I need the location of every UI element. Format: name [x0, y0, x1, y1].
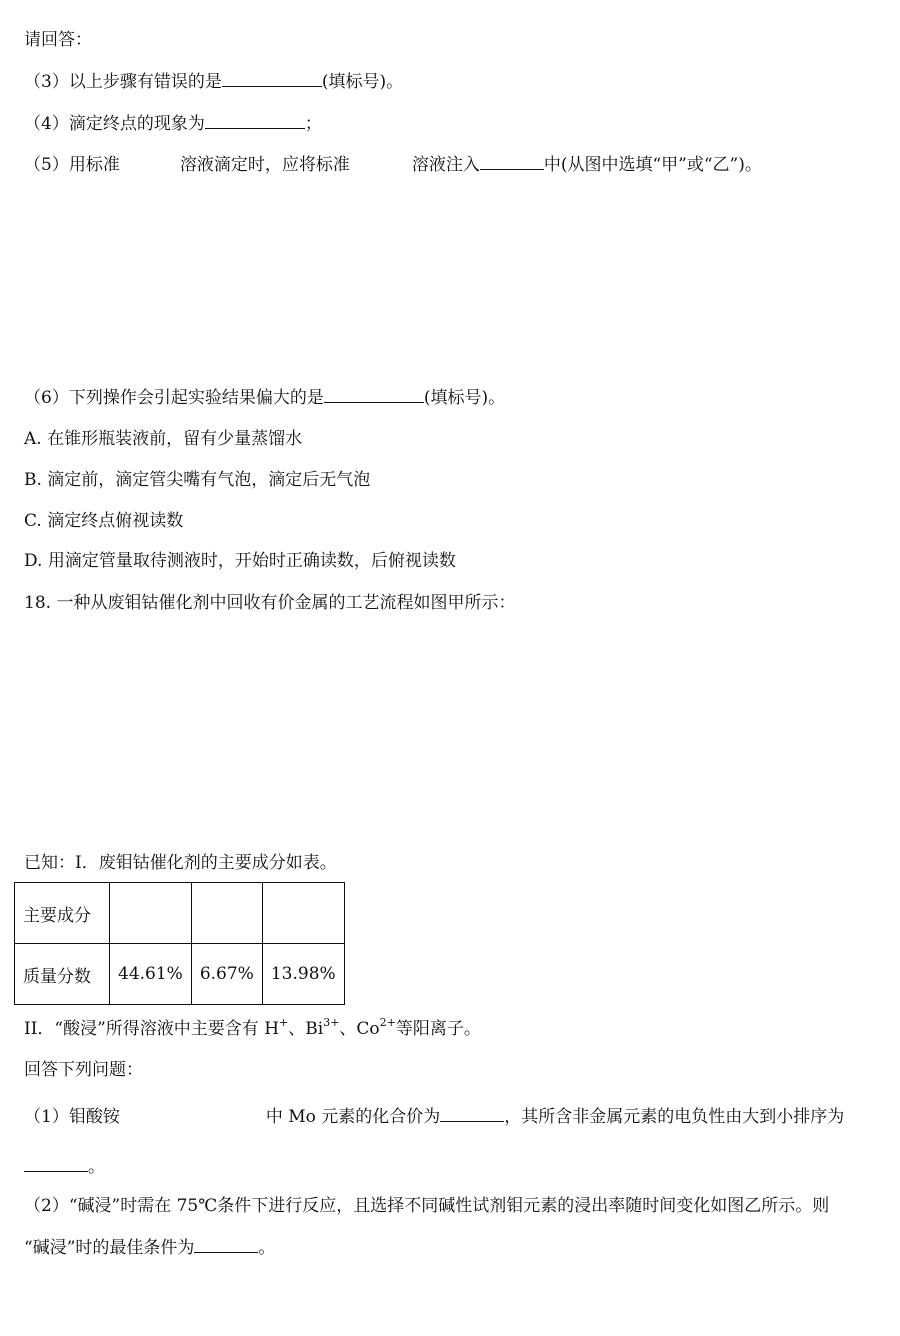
part-1-continued	[24, 1155, 105, 1179]
table-cell-label: 质量分数	[15, 944, 110, 1005]
known-2	[24, 1017, 481, 1041]
answer-blank[interactable]	[222, 70, 322, 87]
question-4-text: （4）滴定终点的现象为	[24, 114, 205, 134]
prompt-text: 请回答：	[24, 30, 92, 50]
question-6	[24, 386, 505, 410]
question-5-suffix: 中(从图中选填“甲”或“乙”)。	[543, 155, 762, 175]
question-5-part-c: 溶液注入	[411, 155, 480, 175]
question-3-suffix: (填标号)。	[321, 72, 404, 92]
part-1-end: 。	[88, 1157, 105, 1177]
table-cell-label: 主要成分	[15, 883, 110, 944]
table-cell	[191, 883, 262, 944]
question-18: 18. 一种从废钼钴催化剂中回收有价金属的工艺流程如图甲所示：	[24, 593, 516, 613]
answer-prompt: 回答下列问题：	[24, 1060, 143, 1080]
table-cell	[262, 883, 344, 944]
part-2-continued	[24, 1236, 275, 1260]
option-d: D. 用滴定管量取待测液时，开始时正确读数，后俯视读数	[24, 551, 456, 571]
table-row	[15, 883, 345, 944]
option-c: C. 滴定终点俯视读数	[24, 511, 184, 531]
answer-blank[interactable]	[24, 1155, 88, 1172]
question-5-part-b: 溶液滴定时，应将标准	[179, 155, 350, 175]
table-cell: 6.67%	[191, 944, 262, 1005]
question-6-text: （6）下列操作会引起实验结果偏大的是	[24, 388, 324, 408]
question-6-suffix: (填标号)。	[423, 388, 506, 408]
known-2-text: 等阳离子。	[395, 1019, 481, 1039]
table-cell: 13.98%	[262, 944, 344, 1005]
answer-blank[interactable]	[194, 1236, 258, 1253]
answer-blank[interactable]	[324, 386, 424, 403]
part-1-text-a: （1）钼酸铵	[24, 1107, 120, 1127]
answer-blank[interactable]	[440, 1105, 504, 1122]
known-2-text: 、Co	[339, 1019, 380, 1039]
composition-table	[14, 882, 345, 1005]
known-2-text: II．“酸浸”所得溶液中主要含有 H	[24, 1019, 280, 1039]
part-2: （2）“碱浸”时需在 75℃条件下进行反应，且选择不同碱性试剂钼元素的浸出率随时间变化如图乙所示。则	[24, 1196, 830, 1216]
part-1-text-c: ，其所含非金属元素的电负性由大到小排序为	[504, 1107, 845, 1127]
question-3	[24, 70, 403, 94]
known-1: 已知：I．废钼钴催化剂的主要成分如表。	[24, 853, 337, 873]
question-4	[24, 112, 322, 136]
part-1-text-b: 中 Mo 元素的化合价为	[265, 1107, 441, 1127]
part-2-text: “碱浸”时的最佳条件为	[24, 1238, 195, 1258]
question-5	[24, 153, 762, 177]
answer-blank[interactable]	[205, 112, 305, 129]
option-b: B. 滴定前，滴定管尖嘴有气泡，滴定后无气泡	[24, 470, 371, 490]
question-5-part-a: （5）用标准	[24, 155, 120, 175]
table-row	[15, 944, 345, 1005]
known-2-text: 、Bi	[288, 1019, 324, 1039]
superscript: 2+	[379, 1016, 396, 1030]
superscript: +	[279, 1016, 289, 1030]
part-1	[24, 1105, 844, 1129]
table-cell	[110, 883, 192, 944]
option-a: A. 在锥形瓶装液前，留有少量蒸馏水	[24, 429, 303, 449]
question-4-suffix: ；	[304, 114, 322, 134]
superscript: 3+	[323, 1016, 340, 1030]
table-cell: 44.61%	[110, 944, 192, 1005]
part-2-end: 。	[258, 1238, 276, 1258]
question-3-text: （3）以上步骤有错误的是	[24, 72, 222, 92]
answer-blank[interactable]	[480, 153, 544, 170]
